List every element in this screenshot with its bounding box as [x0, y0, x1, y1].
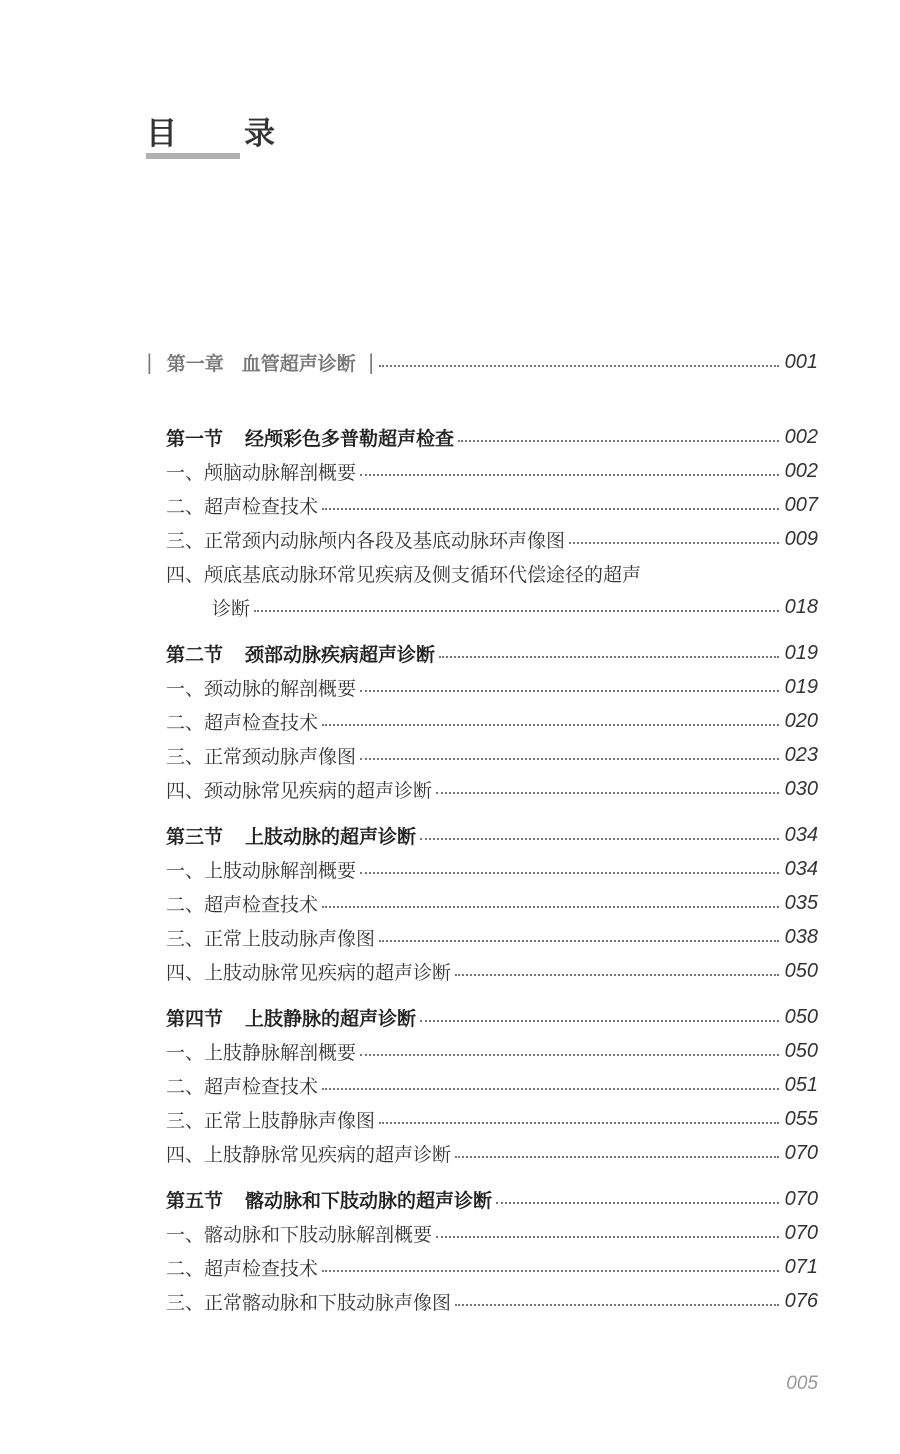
toc-section — [166, 636, 818, 806]
section-title — [166, 1186, 492, 1213]
entry-label: 一、颅脑动脉解剖概要 — [166, 461, 357, 484]
entry-page: 050 — [784, 1039, 818, 1062]
toc-entry[interactable] — [166, 488, 818, 522]
entry-label: 三、正常颈内动脉颅内各段及基底动脉环声像图 — [166, 529, 566, 552]
entry-page: 055 — [784, 1107, 818, 1130]
toc-entry[interactable] — [166, 954, 818, 988]
entry-page: 009 — [784, 527, 818, 550]
dot-leader — [360, 690, 779, 692]
section-title — [166, 424, 454, 451]
entry-page: 070 — [784, 1221, 818, 1244]
dot-leader — [436, 792, 779, 794]
entry-label: 一、髂动脉和下肢动脉解剖概要 — [166, 1223, 433, 1246]
toc-entry[interactable] — [166, 1102, 818, 1136]
dot-leader — [439, 656, 779, 658]
entry-page: 050 — [784, 959, 818, 982]
entry-page: 020 — [784, 709, 818, 732]
entry-page: 051 — [784, 1073, 818, 1096]
chapter-name: 血管超声诊断 — [241, 352, 356, 375]
entry-label: 二、超声检查技术 — [166, 1257, 319, 1280]
dot-leader — [322, 508, 779, 510]
dot-leader — [360, 474, 779, 476]
toc-entry[interactable] — [166, 886, 818, 920]
entry-label: 二、超声检查技术 — [166, 711, 319, 734]
section-page: 034 — [784, 823, 818, 846]
toc-section — [166, 1000, 818, 1170]
dot-leader — [322, 906, 779, 908]
entry-label: 二、超声检查技术 — [166, 495, 319, 518]
entry-label: 四、颅底基底动脉环常见疾病及侧支循环代偿途径的超声 — [166, 563, 642, 586]
toc-entry[interactable] — [166, 852, 818, 886]
entry-label: 三、正常上肢静脉声像图 — [166, 1109, 376, 1132]
section-name: 上肢静脉的超声诊断 — [245, 1007, 417, 1030]
entry-label-continuation: 诊断 — [212, 597, 251, 620]
dot-leader — [569, 542, 779, 544]
entry-label: 三、正常颈动脉声像图 — [166, 745, 357, 768]
entry-page: 038 — [784, 925, 818, 948]
entry-label: 一、颈动脉的解剖概要 — [166, 677, 357, 700]
entry-page: 019 — [784, 675, 818, 698]
dot-leader — [360, 872, 779, 874]
entry-label: 二、超声检查技术 — [166, 1075, 319, 1098]
title-underline — [146, 153, 240, 159]
entry-page: 023 — [784, 743, 818, 766]
section-name: 髂动脉和下肢动脉的超声诊断 — [245, 1189, 493, 1212]
section-name: 颈部动脉疾病超声诊断 — [245, 643, 436, 666]
toc-entry[interactable] — [166, 1034, 818, 1068]
entry-page: 035 — [784, 891, 818, 914]
dot-leader — [322, 1088, 779, 1090]
dot-leader — [455, 1304, 779, 1306]
toc-entry[interactable] — [166, 1216, 818, 1250]
chapter-right-bar: | — [367, 350, 375, 374]
dot-leader — [455, 974, 779, 976]
entry-page: 002 — [784, 459, 818, 482]
chapter-entry[interactable] — [146, 347, 818, 377]
toc-entry[interactable] — [166, 454, 818, 488]
toc-entry[interactable] — [166, 1136, 818, 1170]
entry-label: 三、正常上肢动脉声像图 — [166, 927, 376, 950]
entry-page: 034 — [784, 857, 818, 880]
toc-entry[interactable] — [166, 670, 818, 704]
section-label: 第一节 — [166, 427, 224, 450]
dot-leader — [379, 1122, 779, 1124]
dot-leader — [322, 1270, 779, 1272]
toc-section — [166, 420, 818, 624]
section-name: 上肢动脉的超声诊断 — [245, 825, 417, 848]
toc-list — [166, 420, 818, 1330]
dot-leader — [379, 365, 779, 367]
section-entry[interactable] — [166, 1182, 818, 1216]
section-entry[interactable] — [166, 420, 818, 454]
section-page: 070 — [784, 1187, 818, 1210]
section-label: 第四节 — [166, 1007, 224, 1030]
section-name: 经颅彩色多普勒超声检查 — [245, 427, 455, 450]
dot-leader — [458, 440, 779, 442]
toc-entry[interactable] — [166, 704, 818, 738]
page-title: 目 录 — [146, 116, 293, 152]
chapter-title — [167, 349, 356, 376]
toc-section — [166, 818, 818, 988]
dot-leader — [496, 1202, 779, 1204]
section-label: 第五节 — [166, 1189, 224, 1212]
entry-label: 二、超声检查技术 — [166, 893, 319, 916]
section-page: 002 — [784, 425, 818, 448]
section-entry[interactable] — [166, 818, 818, 852]
entry-page: 076 — [784, 1289, 818, 1312]
entry-label: 一、上肢静脉解剖概要 — [166, 1041, 357, 1064]
chapter-page: 001 — [784, 350, 818, 373]
section-title — [166, 640, 435, 667]
section-label: 第三节 — [166, 825, 224, 848]
section-page: 019 — [784, 641, 818, 664]
entry-page: 071 — [784, 1255, 818, 1278]
toc-entry[interactable] — [166, 522, 818, 556]
section-title — [166, 822, 416, 849]
entry-label: 一、上肢动脉解剖概要 — [166, 859, 357, 882]
dot-leader — [360, 1054, 779, 1056]
chapter-label: 第一章 — [166, 352, 224, 375]
entry-page: 070 — [784, 1141, 818, 1164]
entry-page: 007 — [784, 493, 818, 516]
dot-leader — [420, 1020, 779, 1022]
page-number: 005 — [786, 1373, 818, 1394]
dot-leader — [420, 838, 779, 840]
dot-leader — [455, 1156, 779, 1158]
toc-section — [166, 1182, 818, 1318]
toc-entry[interactable] — [166, 556, 818, 590]
dot-leader — [379, 940, 779, 942]
toc-entry[interactable] — [166, 920, 818, 954]
entry-page: 018 — [784, 595, 818, 618]
toc-entry[interactable] — [166, 1284, 818, 1318]
section-title — [166, 1004, 416, 1031]
toc-entry-continuation[interactable] — [166, 590, 818, 624]
entry-label: 四、上肢静脉常见疾病的超声诊断 — [166, 1143, 452, 1166]
toc-entry[interactable] — [166, 1250, 818, 1284]
chapter-left-bar: | — [146, 350, 153, 374]
section-page: 050 — [784, 1005, 818, 1028]
dot-leader — [436, 1236, 779, 1238]
dot-leader — [254, 610, 779, 612]
entry-page: 030 — [784, 777, 818, 800]
section-entry[interactable] — [166, 1000, 818, 1034]
entry-label: 四、上肢动脉常见疾病的超声诊断 — [166, 961, 452, 984]
toc-entry[interactable] — [166, 1068, 818, 1102]
dot-leader — [360, 758, 779, 760]
dot-leader — [322, 724, 779, 726]
toc-entry[interactable] — [166, 738, 818, 772]
toc-entry[interactable] — [166, 772, 818, 806]
entry-label: 三、正常髂动脉和下肢动脉声像图 — [166, 1291, 452, 1314]
section-label: 第二节 — [166, 643, 224, 666]
section-entry[interactable] — [166, 636, 818, 670]
entry-label: 四、颈动脉常见疾病的超声诊断 — [166, 779, 433, 802]
